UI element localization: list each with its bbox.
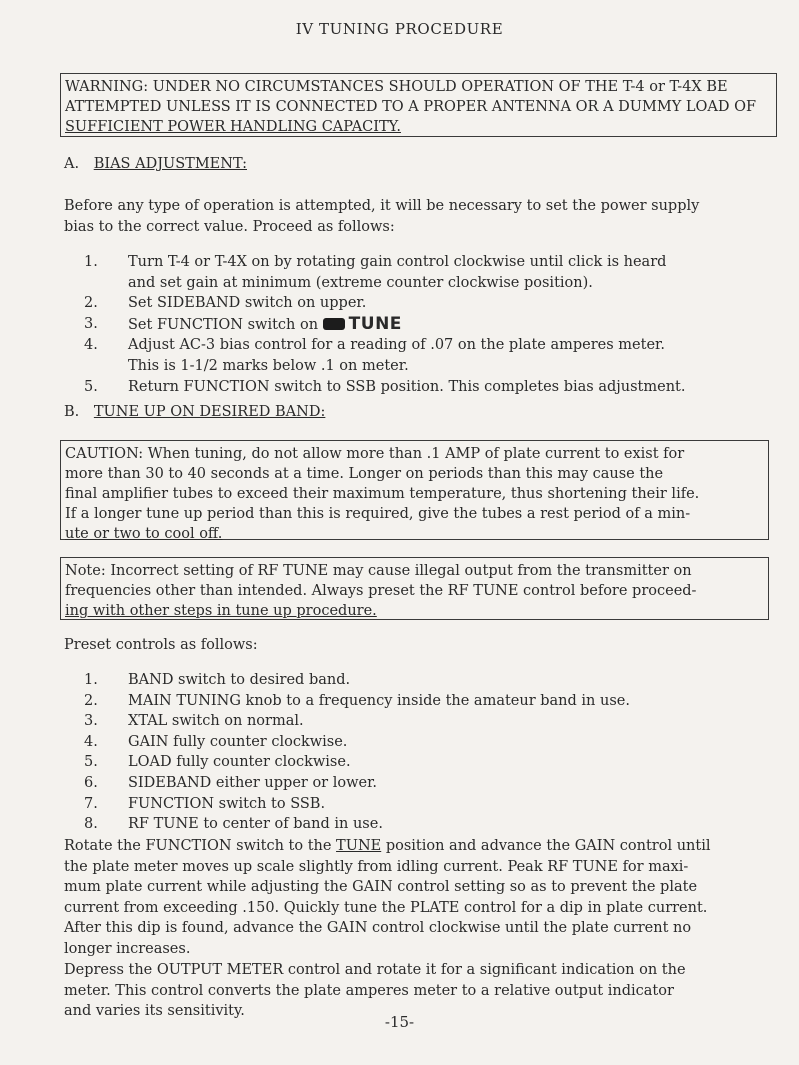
item-number: 2. <box>84 295 98 312</box>
section-b-heading <box>64 404 325 420</box>
list-item <box>84 377 784 398</box>
caution-line: ute or two to cool off. <box>65 526 223 542</box>
para-line: bias to the correct value. Proceed as follows: <box>64 218 395 235</box>
section-a-title: BIAS ADJUSTMENT: <box>93 156 247 172</box>
page-title: IV TUNING PROCEDURE <box>295 20 504 38</box>
para-line: mum plate current while adjusting the GAIN control setting so as to prevent the plate <box>64 879 698 895</box>
section-b-letter: B. <box>64 404 80 420</box>
item-number: 6. <box>84 774 98 791</box>
list-item <box>84 335 784 376</box>
para-line: Depress the OUTPUT METER control and rotate it for a significant indication on the <box>64 962 686 978</box>
item-number: 5. <box>84 378 98 395</box>
item-text: LOAD fully counter clockwise. <box>128 754 351 771</box>
para-line: longer increases. <box>64 940 191 957</box>
list-item <box>84 794 784 815</box>
item-number: 7. <box>84 795 98 812</box>
item-text: XTAL switch on normal. <box>128 713 304 730</box>
caution-box <box>60 440 769 540</box>
item-number: 4. <box>84 337 98 354</box>
ink-blot-mark <box>323 318 345 330</box>
section-a-letter: A. <box>64 156 80 172</box>
item-text: BAND switch to desired band. <box>128 672 351 688</box>
preset-intro: Preset controls as follows: <box>64 637 258 653</box>
note-line: frequencies other than intended. Always preset the RF TUNE control before proceed- <box>65 583 697 599</box>
item-text: SIDEBAND either upper or lower. <box>128 774 378 791</box>
item-number: 1. <box>84 672 98 688</box>
item-text: GAIN fully counter clockwise. <box>128 733 348 750</box>
caution-line: final amplifier tubes to exceed their maximum temperature, thus shortening their life. <box>65 486 700 502</box>
list-item <box>84 252 784 293</box>
rotate-paragraph <box>64 836 780 959</box>
item-text: Set FUNCTION switch on <box>128 316 319 333</box>
bias-steps-list <box>84 252 784 397</box>
list-item <box>84 814 784 835</box>
bias-intro <box>64 196 780 237</box>
item-text: MAIN TUNING knob to a frequency inside the amateur band in use. <box>128 692 630 709</box>
preset-steps-list <box>84 670 784 835</box>
page-number: -15- <box>384 1013 415 1031</box>
item-number: 4. <box>84 733 98 750</box>
item-text: Set SIDEBAND switch on upper. <box>128 295 367 312</box>
para-line: Before any type of operation is attempted, it will be necessary to set the power supply <box>64 198 700 214</box>
item-line <box>128 314 784 336</box>
caution-line: more than 30 to 40 seconds at a time. Longer on periods than this may cause the <box>65 466 664 482</box>
item-text: Turn T-4 or T-4X on by rotating gain control clockwise until click is heard <box>128 254 667 270</box>
note-line: ing with other steps in tune up procedure. <box>65 603 377 619</box>
para-line <box>64 836 780 857</box>
item-number: 3. <box>84 713 98 730</box>
list-item <box>84 314 784 336</box>
tune-underlined: TUNE <box>336 838 382 854</box>
list-item <box>84 670 784 691</box>
item-text: This is 1-1/2 marks below .1 on meter. <box>128 357 409 374</box>
tune-handwritten-mark: TUNE <box>348 313 402 334</box>
section-a-heading <box>64 156 247 172</box>
list-item <box>84 752 784 773</box>
item-number: 1. <box>84 254 98 270</box>
para-line: meter. This control converts the plate amperes meter to a relative output indicator <box>64 982 674 999</box>
item-number: 3. <box>84 315 98 332</box>
note-line: Note: Incorrect setting of RF TUNE may cause illegal output from the transmitter on <box>65 563 692 579</box>
para-line: and varies its sensitivity. <box>64 1003 245 1019</box>
warning-line: SUFFICIENT POWER HANDLING CAPACITY. <box>65 119 401 135</box>
para-line: After this dip is found, advance the GAIN control clockwise until the plate current no <box>64 920 692 936</box>
list-item <box>84 711 784 732</box>
list-item <box>84 732 784 753</box>
item-text: RF TUNE to center of band in use. <box>128 816 383 833</box>
item-number: 2. <box>84 692 98 709</box>
list-item <box>84 691 784 712</box>
item-number: 5. <box>84 754 98 771</box>
item-number: 8. <box>84 816 98 833</box>
note-box <box>60 557 769 620</box>
para-text: Rotate the FUNCTION switch to the <box>64 838 337 854</box>
warning-line: ATTEMPTED UNLESS IT IS CONNECTED TO A PROPER ANTENNA OR A DUMMY LOAD OF <box>65 99 757 115</box>
para-text: position and advance the GAIN control until <box>381 838 711 854</box>
para-line: the plate meter moves up scale slightly from idling current. Peak RF TUNE for maxi- <box>64 858 689 875</box>
warning-line: WARNING: UNDER NO CIRCUMSTANCES SHOULD OPERATION OF THE T-4 or T-4X BE <box>65 79 728 95</box>
warning-box <box>60 73 777 137</box>
caution-line: If a longer tune up period than this is required, give the tubes a rest period of a min- <box>65 506 691 522</box>
list-item <box>84 773 784 794</box>
caution-line: CAUTION: When tuning, do not allow more than .1 AMP of plate current to exist for <box>65 446 685 462</box>
item-text: Return FUNCTION switch to SSB position. This completes bias adjustment. <box>128 378 686 395</box>
item-text: Adjust AC-3 bias control for a reading of .07 on the plate amperes meter. <box>128 337 665 354</box>
section-b-title: TUNE UP ON DESIRED BAND: <box>93 404 326 420</box>
item-text: and set gain at minimum (extreme counter clockwise position). <box>128 274 593 291</box>
list-item <box>84 293 784 314</box>
item-text: FUNCTION switch to SSB. <box>128 795 326 812</box>
para-line: current from exceeding .150. Quickly tune the PLATE control for a dip in plate current. <box>64 899 708 916</box>
